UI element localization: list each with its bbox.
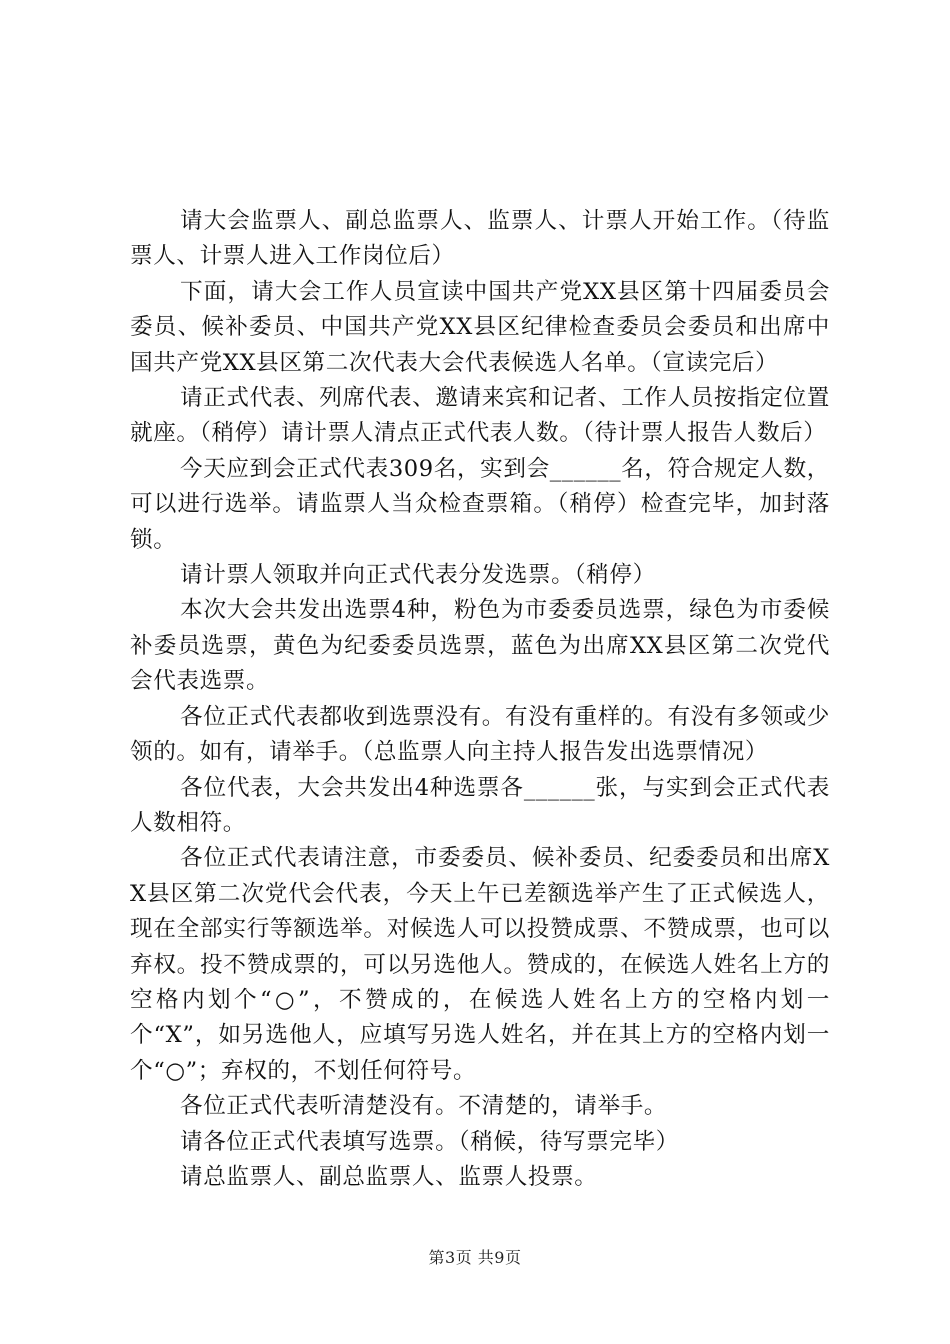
paragraph: 各位代表，大会共发出4种选票各______张，与实到会正式代表人数相符。	[130, 774, 830, 836]
page-number-footer: 第3页 共9页	[428, 1248, 522, 1267]
paragraph: 请大会监票人、副总监票人、监票人、计票人开始工作。（待监票人、计票人进入工作岗位后）	[130, 208, 830, 270]
paragraph: 请总监票人、副总监票人、监票人投票。	[180, 1163, 598, 1190]
paragraph: 各位正式代表请注意，市委委员、候补委员、纪委委员和出席XX县区第二次党代会代表，今天上午已差额选举产生了正式候选人，现在全部实行等额选举。对候选人可以投赞成票、不赞成票，也可以弃权。投不赞成票的，可以另选他人。赞成的，在候选人姓名上方的空格内划个“○”，不赞成的，在候选人姓名上方的空格内划一个“X”，如另选他人，应填写另选人姓名，并在其上方的空格内划一个“○”；弃权的，不划任何符号。	[130, 845, 830, 1084]
document-body	[130, 204, 830, 1195]
paragraph: 各位正式代表都收到选票没有。有没有重样的。有没有多领或少领的。如有，请举手。（总监票人向主持人报告发出选票情况）	[130, 703, 830, 766]
paragraph: 本次大会共发出选票4种，粉色为市委委员选票，绿色为市委候补委员选票，黄色为纪委委员选票，蓝色为出席XX县区第二次党代会代表选票。	[130, 597, 830, 695]
paragraph: 今天应到会正式代表309名，实到会______名，符合规定人数，可以进行选举。请监票人当众检查票箱。（稍停）检查完毕，加封落锁。	[130, 455, 830, 553]
paragraph: 各位正式代表听清楚没有。不清楚的，请举手。	[180, 1093, 668, 1120]
paragraph: 请正式代表、列席代表、邀请来宾和记者、工作人员按指定位置就座。（稍停）请计票人清点正式代表人数。（待计票人报告人数后）	[130, 385, 830, 447]
paragraph: 请各位正式代表填写选票。（稍候，待写票完毕）	[180, 1128, 679, 1155]
paragraph: 请计票人领取并向正式代表分发选票。（稍停）	[180, 562, 656, 589]
paragraph: 下面，请大会工作人员宣读中国共产党XX县区第十四届委员会委员、候补委员、中国共产党XX县区纪律检查委员会委员和出席中国共产党XX县区第二次代表大会代表候选人名单。（宣读完后）	[130, 278, 830, 376]
